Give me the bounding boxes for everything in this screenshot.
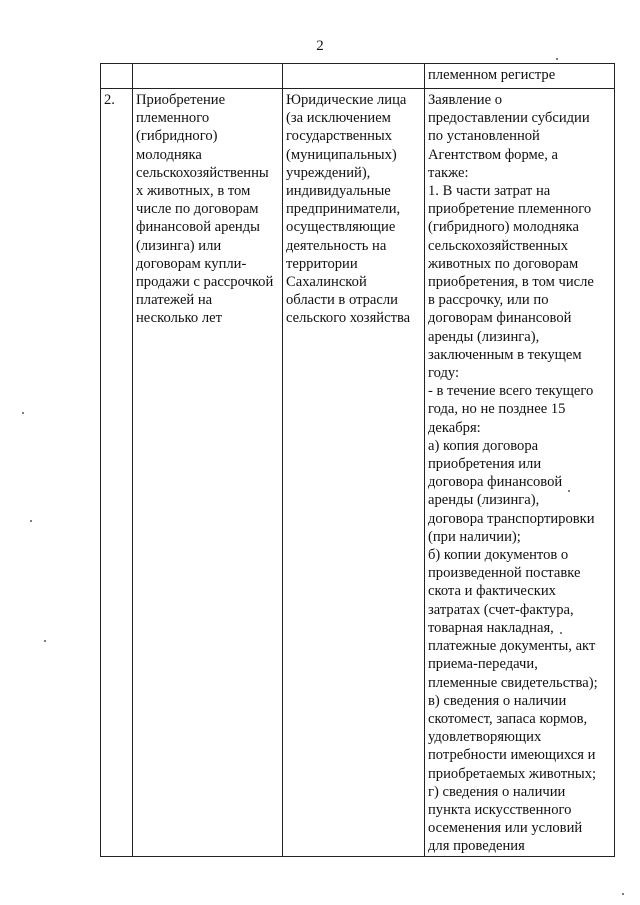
subsidy-name: Приобретение племенного (гибридного) молодняка сельскохозяйственны х животных, в том числе по договорам финансовой аренды (лизинга) или договорам купли- продажи с рассрочкой платежей на несколько лет (133, 89, 283, 857)
scan-speck (568, 490, 570, 492)
required-documents: Заявление о предоставлении субсидии по установленной Агентством форме, а также: 1. В части затрат на приобретение племенного (гибридного) молодняка сельскохозяйственных животных по договорам приобретения, в том числе в рассрочку, или по договорам финансовой аренды (лизинга), заключенным в текущем году: - в течение всего текущего года, но не позднее 15 декабря: а) копия договора приобретения или договора финансовой аренды (лизинга), договора транспортировки (при наличии); б) копии документов о произведенной поставке скота и фактических затратах (счет-фактура, товарная накладная, платежные документы, акт приема-передачи, племенные свидетельства); в) сведения о наличии скотомест, запаса кормов, удовлетворяющих потребности имеющихся и приобретаемых животных; г) сведения о наличии пункта искусственного осеменения или условий для проведения (425, 89, 615, 857)
continuation-row (101, 64, 615, 89)
scan-speck (30, 520, 32, 522)
cell-number (101, 64, 133, 89)
cell-recipients (283, 64, 425, 89)
scan-speck (22, 412, 24, 414)
table-row (101, 89, 615, 857)
scan-speck (556, 58, 558, 60)
scan-speck (44, 640, 46, 642)
cell-documents: племенном регистре (425, 64, 615, 89)
row-number: 2. (101, 89, 133, 857)
cell-name (133, 64, 283, 89)
scan-speck (622, 893, 624, 895)
eligible-recipients: Юридические лица (за исключением государственных (муниципальных) учреждений), индивидуальные предприниматели, осуществляющие деятельность на территории Сахалинской области в отрасли сельского хозяйства (283, 89, 425, 857)
scan-speck (560, 632, 562, 634)
page-number: 2 (316, 38, 324, 54)
subsidy-table (100, 63, 615, 857)
